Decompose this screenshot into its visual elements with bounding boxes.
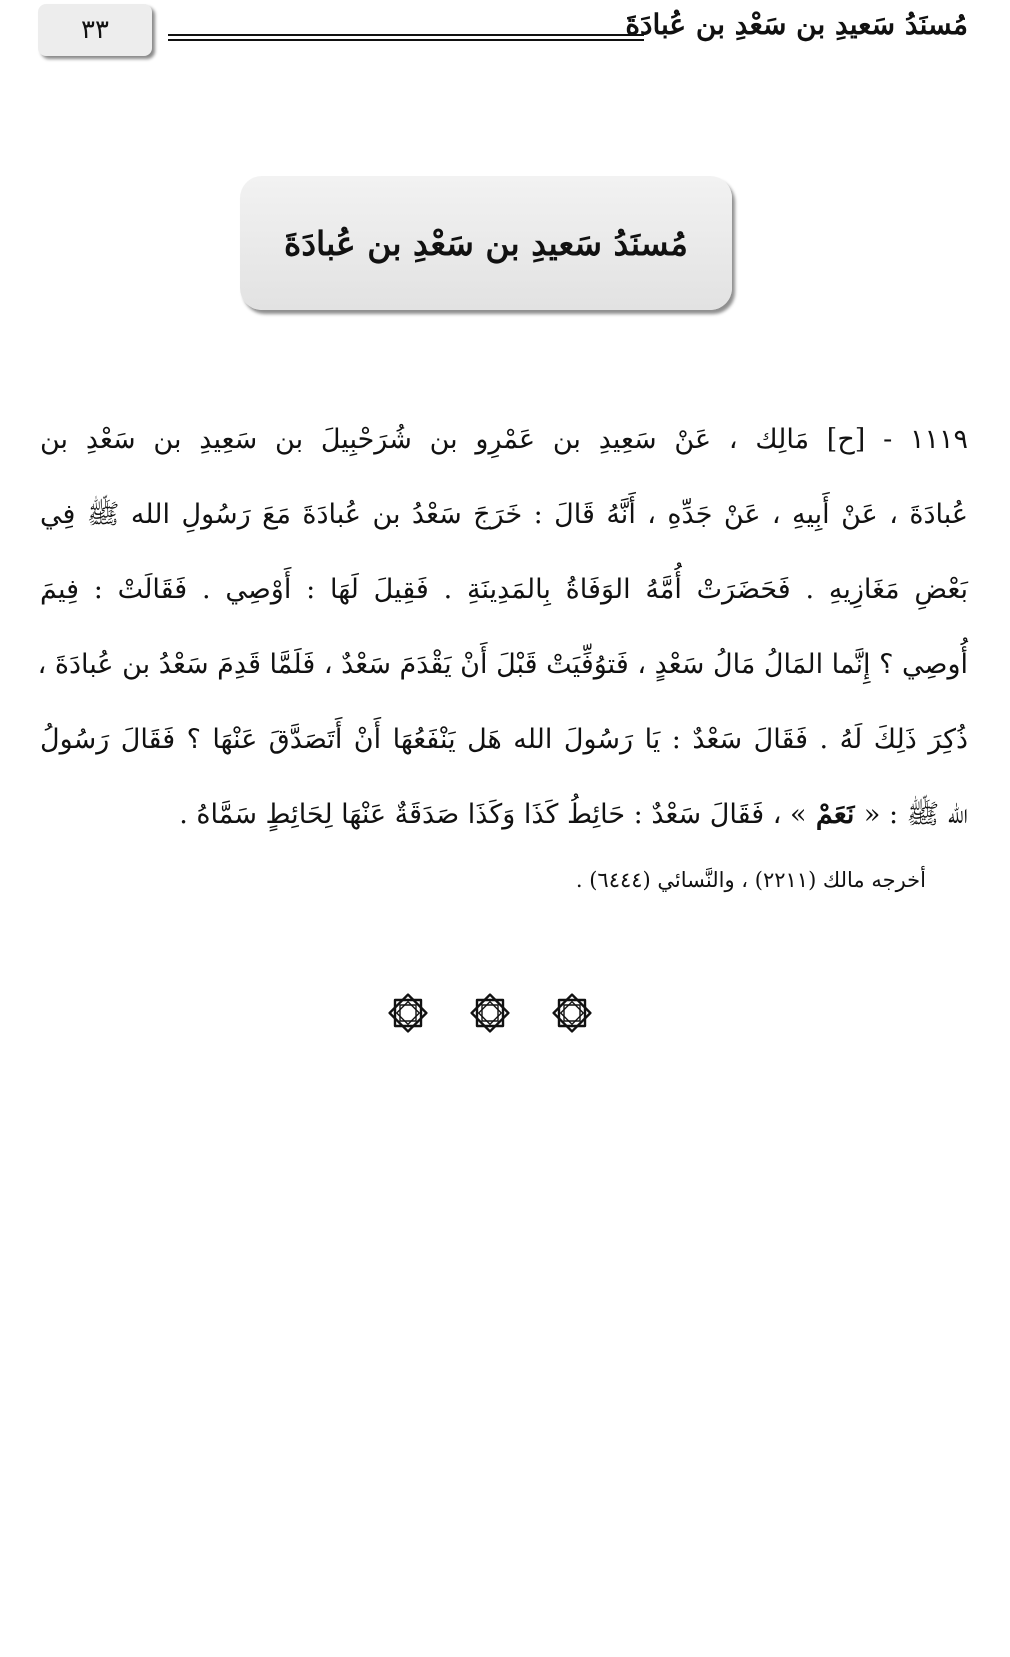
hadith-last-line bbox=[40, 777, 968, 852]
hadith-text-after: » ، فَقَالَ سَعْدٌ : حَائِطُ كَذَا وَكَذَا صَدَقَةٌ عَنْهَا لِحَائِطٍ سَمَّاهُ . bbox=[179, 799, 807, 830]
section-end-ornaments bbox=[386, 988, 594, 1038]
takhrij-note: أخرجه مالك (٢٢١١) ، والنَّسائي (٦٤٤٤) . bbox=[575, 868, 926, 892]
section-title-box bbox=[240, 176, 732, 310]
hadith-line: ١١١٩ - [ح] مَالِك ، عَنْ سَعِيدِ بن عَمْرِو بن شُرَحْبِيلَ بن سَعِيدِ بن سَعْدِ بن bbox=[40, 424, 968, 455]
hadith-body bbox=[37, 402, 968, 852]
hadith-bold-word: نَعَمْ bbox=[806, 799, 864, 830]
page-number-box bbox=[38, 4, 152, 56]
star-ornament-icon bbox=[386, 991, 430, 1035]
page-number: ٣٣ bbox=[81, 15, 109, 45]
hadith-line: بَعْضِ مَغَازِيهِ . فَحَضَرَتْ أُمَّهُ الوَفَاةُ بِالمَدِينَةِ . فَقِيلَ لَهَا : أَوْصِي . فَقَالَتْ : فِيمَ bbox=[40, 574, 968, 605]
hadith-line: ذُكِرَ ذَلِكَ لَهُ . فَقَالَ سَعْدٌ : يَا رَسُولَ الله هَل يَنْفَعُهَا أَنْ أَتَصَدَّقَ عَنْهَا ؟ فَقَالَ رَسُولُ bbox=[40, 724, 968, 755]
hadith-line: أُوصِي ؟ إِنَّما المَالُ مَالُ سَعْدٍ ، فَتوُفِّيَتْ قَبْلَ أَنْ يَقْدَمَ سَعْدٌ ، فَلَمَّا قَدِمَ سَعْدُ بن عُبادَةَ ، bbox=[37, 649, 968, 680]
star-ornament-icon bbox=[468, 991, 512, 1035]
section-title: مُسنَدُ سَعيدِ بن سَعْدِ بن عُبادَةَ bbox=[284, 223, 688, 263]
hadith-line: عُبادَةَ ، عَنْ أَبِيهِ ، عَنْ جَدِّهِ ، أَنَّهُ قَالَ : خَرَجَ سَعْدُ بن عُبادَةَ مَعَ رَسُولِ الله ﷺ فِي bbox=[40, 499, 968, 530]
header-rule bbox=[168, 34, 644, 41]
running-header-title: مُسنَدُ سَعيدِ بن سَعْدِ بن عُبادَةَ bbox=[625, 8, 968, 41]
star-ornament-icon bbox=[550, 991, 594, 1035]
hadith-text-before: الله ﷺ : « bbox=[863, 799, 968, 830]
